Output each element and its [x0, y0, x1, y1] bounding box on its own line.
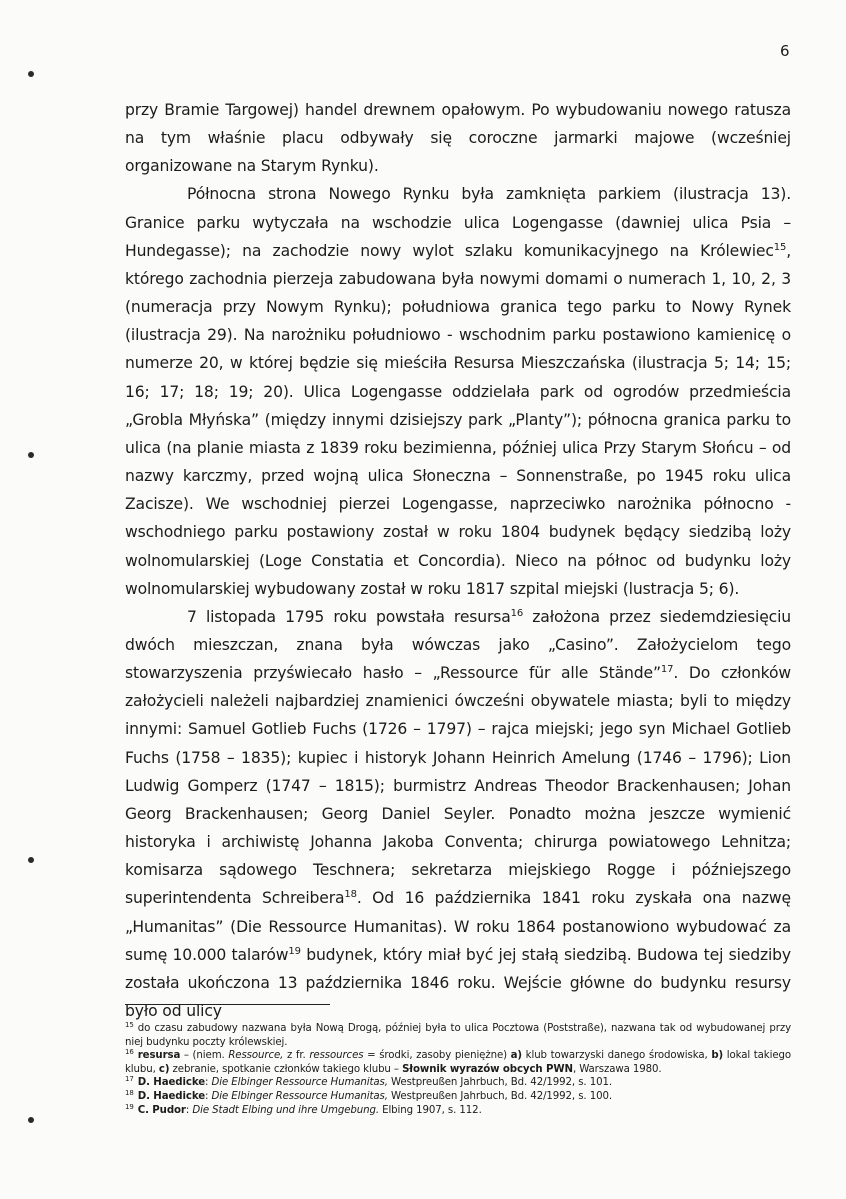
footnote-text: klub towarzyski danego środowiska, [522, 1050, 712, 1062]
paragraph-text: przy Bramie Targowej) handel drewnem opałowym. Po wybudowaniu nowego ratusza na tym właśnie placu odbywały się coroczne jarmarki majowe (wcześniej organizowane na Starym Rynku). [125, 101, 791, 176]
paragraph [125, 603, 791, 1025]
paragraph [125, 96, 791, 180]
punch-hole-mark [28, 857, 34, 863]
paragraph-text: założona przez siedemdziesięciu dwóch mieszczan, znana była wówczas jako „Casino”. Założycielom tego stowarzyszenia przyświecało hasło – „Ressource für alle Stände” [125, 607, 791, 683]
footnote-text: Ressource, [228, 1050, 284, 1062]
footnote-ref: 17 [660, 664, 674, 676]
footnote-title: Die Elbinger Ressource Humanitas, [211, 1077, 388, 1089]
footnote-text: ressources [309, 1050, 364, 1062]
footnote [125, 1090, 791, 1104]
punch-hole-mark [28, 71, 34, 77]
footnote [125, 1049, 791, 1076]
footnote-text: = środki, zasoby pieniężne) [363, 1050, 511, 1062]
footnote-ref: 18 [344, 889, 357, 901]
footnote-separator [125, 1004, 330, 1005]
footnote-author: C. Pudor [137, 1104, 186, 1116]
footnote-text: Westpreußen Jahrbuch, Bd. 42/1992, s. 100. [387, 1090, 612, 1102]
footnote-text: a) [510, 1050, 522, 1062]
footnote-text: , Warszawa 1980. [572, 1063, 662, 1075]
footnote-author: D. Haedicke [137, 1077, 206, 1089]
page-number: 6 [780, 42, 790, 60]
footnote-text: Westpreußen Jahrbuch, Bd. 42/1992, s. 101. [387, 1077, 612, 1089]
paragraph-text: Północna strona Nowego Rynku była zamknięta parkiem (ilustracja 13). Granice parku wytyczała na wschodzie ulica Logengasse (dawniej ulica Psia – Hundegasse); na zachodzie nowy wylot szlaku komunikacyjnego na Królewiec [125, 185, 791, 260]
footnote-source: Słownik wyrazów obcych PWN [402, 1063, 573, 1075]
footnote-number: 19 [125, 1102, 134, 1111]
footnote-text: : [205, 1077, 212, 1089]
paragraph [125, 180, 791, 602]
footnote-ref: 15 [773, 241, 787, 253]
footnote-text: z fr. [283, 1050, 310, 1062]
footnote-number: 15 [125, 1021, 134, 1029]
footnote-ref: 19 [288, 945, 301, 957]
footnote-text: b) [711, 1050, 724, 1062]
footnote-number: 17 [125, 1075, 134, 1084]
footnote-author: D. Haedicke [137, 1090, 206, 1102]
footnote-number: 18 [125, 1088, 134, 1097]
punch-hole-mark [28, 1117, 34, 1123]
body-text [125, 96, 791, 1025]
footnote-text: do czasu zabudowy nazwana była Nową Drogą, później była to ulica Pocztowa (Poststraße), nazwana tak od wybudowanej przy niej budynku poczty królewskiej. [125, 1023, 791, 1048]
footnote-text: : [205, 1090, 212, 1102]
footnote-number: 16 [125, 1048, 134, 1057]
footnote-ref: 16 [510, 607, 524, 619]
footnote-text: lokal takiego klubu, [125, 1050, 791, 1075]
footnote-text: c) [158, 1063, 170, 1075]
footnote-title: Die Elbinger Ressource Humanitas, [211, 1090, 388, 1102]
punch-hole-mark [28, 452, 34, 458]
footnote-text: – (niem. [180, 1050, 229, 1062]
footnote [125, 1104, 791, 1118]
footnote [125, 1076, 791, 1090]
footnote [125, 1022, 791, 1049]
paragraph-text: budynek, który miał być jej stałą siedzibą. Budowa tej siedziby została ukończona 13 października 1846 roku. Wejście główne do budynku resursy było od ulicy [125, 945, 791, 1020]
paragraph-text: . Do członków założycieli należeli najbardziej znamienici ówcześni obywatele miasta; byli to między innymi: Samuel Gotlieb Fuchs (1726 – 1797) – rajca miejski; jego syn Michael Gotlieb Fuchs (1758 – 1835); kupiec i historyk Johann Heinrich Amelung (1746 – 1796); Lion Ludwig Gomperz (1747 – 1815); burmistrz Andreas Theodor Brackenhausen; Johan Georg Brackenhausen; Georg Daniel Seyler. Ponadto można jeszcze wymienić historyka i archiwistę Johanna Jakoba Conventa; chirurga powiatowego Lehnitza; komisarza sądowego Teschnera; sekretarza miejskiego Rogge i późniejszego superintendenta Schreibera [125, 664, 792, 908]
footnote-term: resursa [137, 1050, 181, 1062]
paragraph-text: , którego zachodnia pierzeja zabudowana była nowymi domami o numerach 1, 10, 2, 3 (numeracja przy Nowym Rynku); południowa granica tego parku to Nowy Rynek (ilustracja 29). Na narożniku południowo - wschodnim parku postawiono kamienicę o numerze 20, w której będzie się mieściła Resursa Mieszczańska (ilustracja 5; 14; 15; 16; 17; 18; 19; 20). Ulica Logengasse oddzielała park od ogrodów przedmieścia „Grobla Młyńska” (między innymi dzisiejszy park „Planty”); północna granica parku to ulica (na planie miasta z 1839 roku bezimienna, później ulica Przy Starym Słońcu – od nazwy karczmy, przed wojną ulica Słoneczna – Sonnenstraße, po 1945 roku ulica Zacisze). We wschodniej pierzei Logengasse, naprzeciwko narożnika północno - wschodniego parku postawiony został w roku 1804 budynek będący siedzibą loży wolnomularskiej (Loge Constatia et Concordia). Nieco na północ od budynku loży wolnomularskiej wybudowany został w roku 1817 szpital miejski (lustracja 5; 6). [125, 241, 791, 598]
footnote-text: zebranie, spotkanie członków takiego klubu – [169, 1063, 403, 1075]
footnote-text: Elbing 1907, s. 112. [378, 1104, 482, 1116]
paragraph-text: 7 listopada 1795 roku powstała resursa [187, 607, 511, 626]
footnote-title: Die Stadt Elbing und ihre Umgebung. [192, 1104, 379, 1116]
footnote-text: : [185, 1104, 193, 1116]
paragraph-text: . Od 16 października 1841 roku zyskała ona nazwę „Humanitas” (Die Ressource Humanitas). W roku 1864 postanowiono wybudować za sumę 10.000 talarów [125, 889, 791, 964]
footnotes [125, 1022, 791, 1117]
